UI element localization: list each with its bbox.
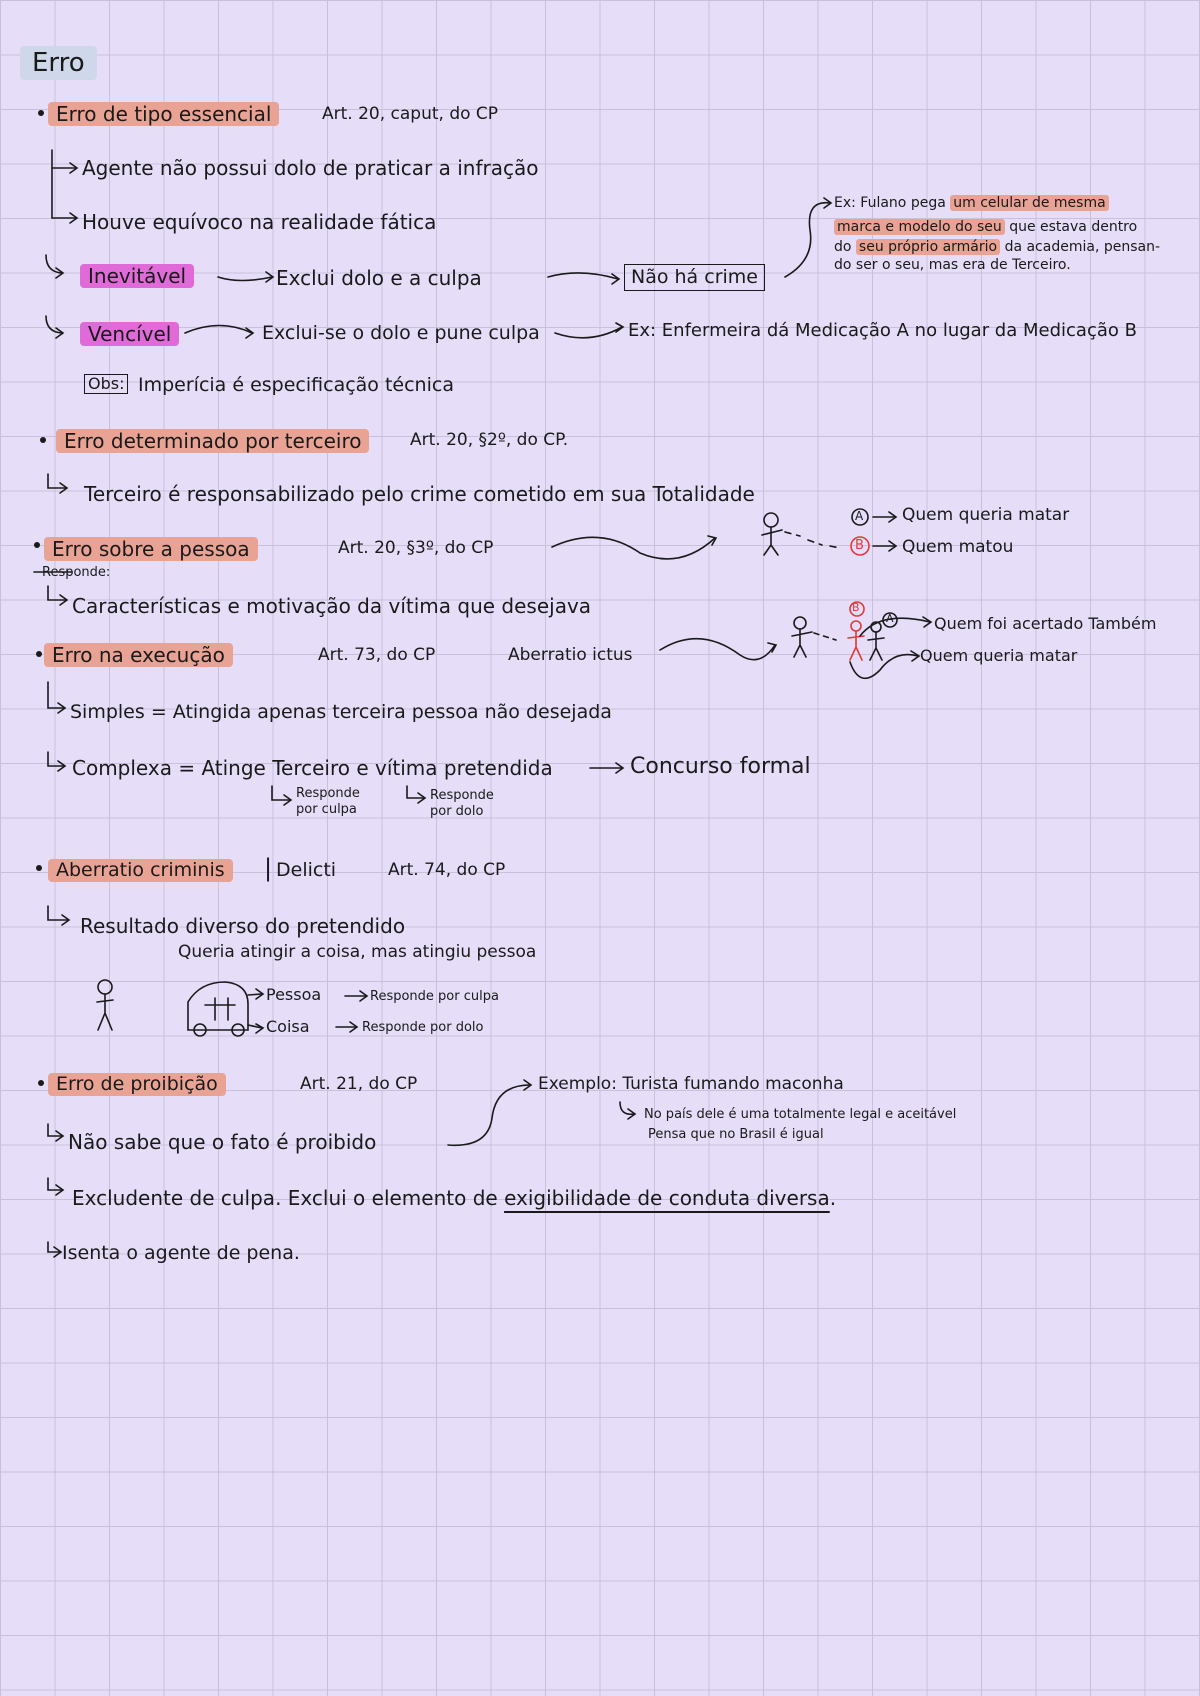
s3-line-1: Características e motivação da vítima que desejava [72,594,592,618]
coisa-responde: Responde por dolo [362,1020,484,1035]
ex1-a: Ex: Fulano pega [834,195,946,211]
bullet [40,437,46,443]
bullet [38,1080,44,1086]
ref-art21: Art. 21, do CP [300,1074,418,1094]
label-a-s4: A [886,612,894,625]
complexa-line: Complexa = Atinge Terceiro e vítima pretendida [72,756,553,780]
obs-text: Imperícia é especificação técnica [138,374,454,396]
exemplo-sub-1: No país dele é uma totalmente legal e aceitável [644,1107,957,1122]
ex1-e: do [834,239,852,255]
bullet [36,651,42,657]
quem-matou: Quem matou [902,537,1014,557]
ev-effect: Exclui-se o dolo e pune culpa [262,322,540,344]
pessoa-responde: Responde por culpa [370,989,499,1004]
ref-art73: Art. 73, do CP [318,645,436,665]
ex1-d: que estava dentro [1009,219,1138,235]
inev-effect: Exclui dolo e a culpa [276,266,482,290]
responde-culpa: Responde por culpa [296,786,360,817]
exemplo-turista: Exemplo: Turista fumando maconha [538,1074,844,1094]
nao-ha-crime-box: Não há crime [624,264,765,291]
label-a: A [855,509,864,523]
obs-label: Obs: [84,374,128,394]
s2-line-1: Terceiro é responsabilizado pelo crime cometido em sua Totalidade [84,482,755,506]
label-vencivel: Vencível [80,322,179,346]
example-fulano-line3 [834,240,1160,254]
heading-aberratio-criminis: Aberratio criminis [48,859,233,882]
period: . [829,1186,837,1210]
responde-label: Responde: [42,565,111,580]
heading-erro-determinado-terceiro: Erro determinado por terceiro [56,429,369,453]
exigibilidade-conduta-diversa: exigibilidade de conduta diversa [504,1186,830,1210]
simples-line: Simples = Atingida apenas terceira pessoa não desejada [70,701,612,723]
bullet [36,865,42,871]
s1-line-2: Houve equívoco na realidade fática [82,210,437,234]
heading-erro-execucao: Erro na execução [44,643,233,667]
bullet [34,542,40,548]
ex1-g: da academia, pensan- [1004,239,1161,255]
ref-art20-p3: Art. 20, §3º, do CP [338,538,494,558]
responde-dolo: Responde por dolo [430,788,494,819]
ex1-f: seu próprio armário [856,239,1000,255]
concurso-formal: Concurso formal [630,754,811,779]
label-b-s4: B [852,601,860,614]
page-title: Erro [20,46,97,80]
ref-art20-caput: Art. 20, caput, do CP [322,104,499,124]
quem-foi-acertado: Quem foi acertado Também [934,614,1157,633]
s1-line-1: Agente não possui dolo de praticar a infração [82,156,539,180]
ex1-c: marca e modelo do seu [834,219,1005,235]
s6-line-1: Não sabe que o fato é proibido [68,1130,377,1154]
ex1-b: um celular de mesma [950,195,1108,211]
aberratio-ictus: Aberratio ictus [508,645,633,665]
quem-queria-matar: Quem queria matar [902,505,1070,525]
s6-line-3: Isenta o agente de pena. [62,1242,300,1264]
s6-line-2-a: Excludente de culpa. Exclui o elemento de [72,1186,498,1210]
separator: | [264,854,273,882]
heading-erro-sobre-pessoa: Erro sobre a pessoa [44,537,258,561]
example-enfermeira: Ex: Enfermeira dá Medicação A no lugar da Medicação B [628,320,1137,341]
s5-line-1: Resultado diverso do pretendido [80,914,406,938]
s5-line-2: Queria atingir a coisa, mas atingiu pessoa [178,942,537,962]
coisa-label: Coisa [266,1017,310,1036]
heading-delicti: Delicti [276,859,337,881]
ref-art20-p2: Art. 20, §2º, do CP. [410,430,569,450]
label-b: B [855,538,864,553]
example-fulano-line1 [834,196,1109,210]
label-inevitavel: Inevitável [80,264,194,288]
bullet [38,110,44,116]
exemplo-sub-2: Pensa que no Brasil é igual [648,1127,824,1142]
heading-erro-tipo-essencial: Erro de tipo essencial [48,102,279,126]
s6-line-2 [72,1188,836,1208]
example-fulano-line4: do ser o seu, mas era de Terceiro. [834,257,1071,273]
pessoa-label: Pessoa [266,985,322,1004]
quem-queria-matar-s4: Quem queria matar [920,646,1078,665]
heading-erro-proibicao: Erro de proibição [48,1073,226,1096]
ref-art74: Art. 74, do CP [388,860,506,880]
example-fulano-line2 [834,220,1137,234]
